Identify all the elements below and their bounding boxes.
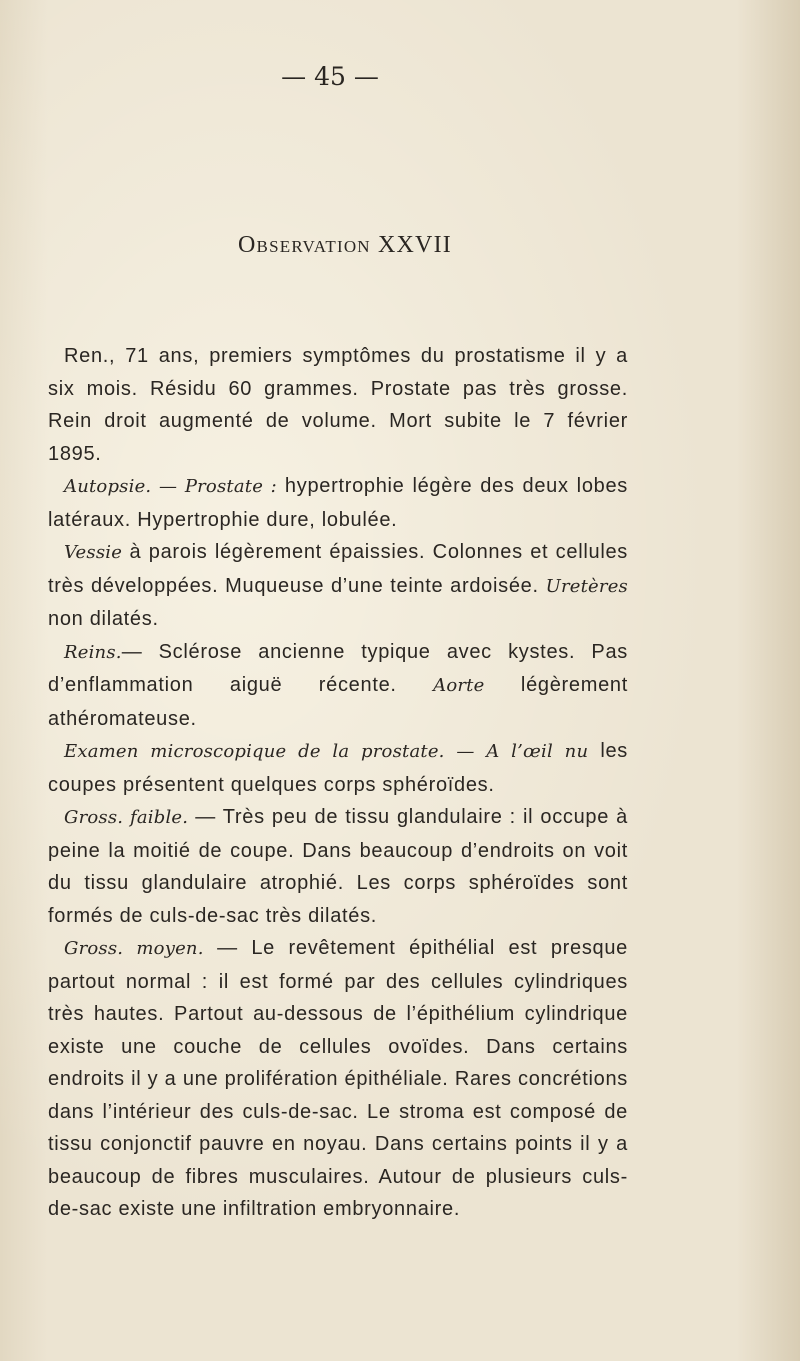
microscopic-label: Examen microscopique de la prostate. — A l’œil nu <box>64 741 589 762</box>
paragraph-history: Ren., 71 ans, premiers symptômes du prostatisme il y a six mois. Résidu 60 grammes. Prostate pas très grosse. Rein droit augmenté de volume. Mort subite le 7 février 1895. <box>48 345 628 465</box>
paragraph-autopsy <box>48 470 628 536</box>
aorta-text: légèrement athéromateuse. <box>48 674 628 730</box>
autopsy-text: hypertrophie légère des deux lobes latéraux. Hypertrophie dure, lobulée. <box>48 475 628 531</box>
paragraph-medium-magnification <box>48 932 628 1226</box>
microscopic-text: les coupes présentent quelques corps sphéroïdes. <box>48 740 628 796</box>
ureters-label: Uretères <box>545 575 628 597</box>
paragraph-microscopic <box>48 735 628 801</box>
paragraph-kidneys <box>48 636 628 736</box>
autopsy-label: Autopsie. — Prostate : <box>64 476 277 497</box>
kidneys-text: — Sclérose ancienne typique avec kystes. Pas d’enflammation aiguë récente. <box>48 640 628 696</box>
low-magnification-label: Gross. faible. <box>64 807 189 828</box>
medium-magnification-label: Gross. moyen. <box>64 938 204 959</box>
paragraph-bladder <box>48 536 628 636</box>
page-number: — 45 — <box>281 62 379 91</box>
paragraph-low-magnification <box>48 801 628 932</box>
medium-magnification-text: — Le revêtement épithélial est presque partout normal : il est formé par des cellules cylindriques très hautes. Partout au-dessous de l’épithélium cylindrique existe une couche de cellules ovoïdes. Dans certains endroits il y a une prolifération épithéliale. Rares concrétions dans l’intérieur des culs-de-sac. Le stroma est composé de tissu conjonctif pauvre en noyau. Dans certains points il y a beaucoup de fibres musculaires. Autour de plusieurs culs-de-sac existe une infiltration embryonnaire. <box>48 937 628 1220</box>
observation-body <box>48 340 628 1226</box>
observation-title: Observation XXVII <box>238 232 452 258</box>
kidneys-label: Reins. <box>64 641 122 663</box>
bladder-text: à parois légèrement épaissies. Colonnes et cellules très développées. Muqueuse d’une teinte ardoisée. <box>48 541 628 597</box>
aorta-label: Aorte <box>433 675 485 696</box>
bladder-label: Vessie <box>64 542 123 563</box>
ureters-text: non dilatés. <box>48 608 159 630</box>
low-magnification-text: — Très peu de tissu glandulaire : il occupe à peine la moitié de coupe. Dans beaucoup d’endroits on voit du tissu glandulaire atrophié. Les corps sphéroïdes sont formés de culs-de-sac très dilatés. <box>48 806 629 927</box>
